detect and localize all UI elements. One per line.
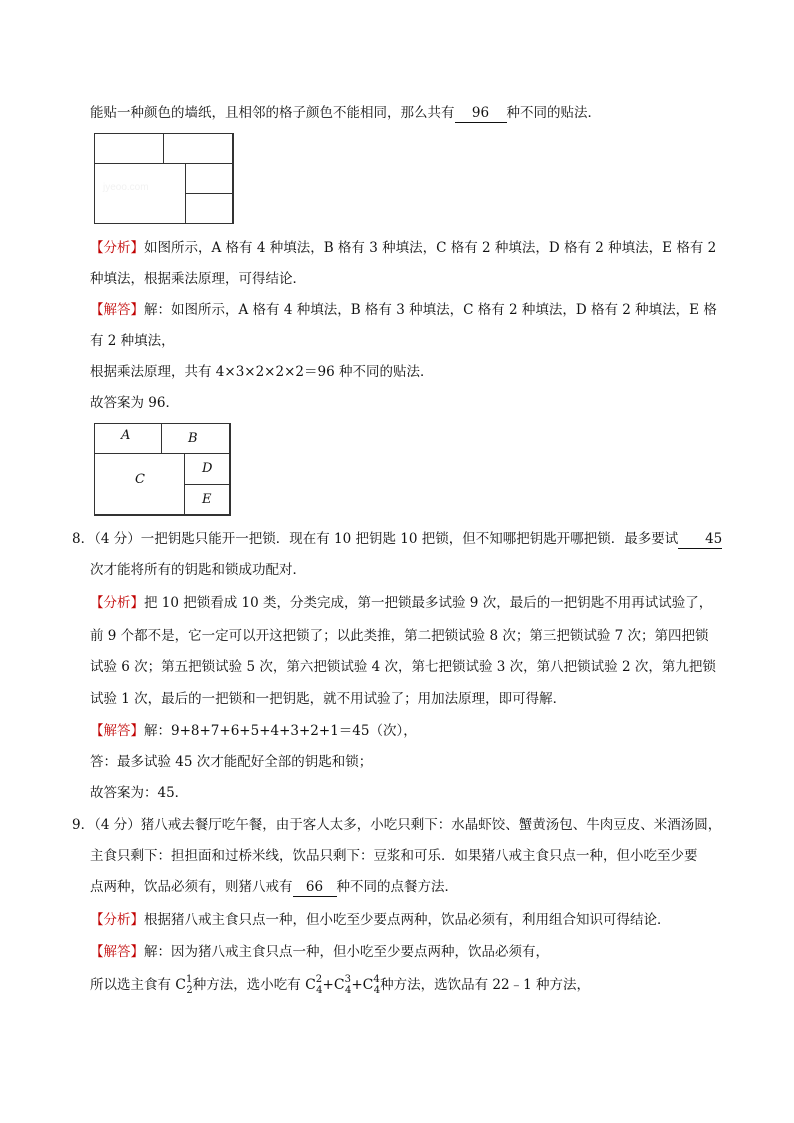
- labeled-cell-b: [161, 423, 231, 454]
- sup: 3: [344, 974, 351, 985]
- c-letter: C: [305, 977, 316, 993]
- plus-sign: +: [322, 977, 334, 993]
- q7-labeled-grid-figure: [94, 423, 230, 515]
- q8-analysis-4: 试验 1 次，最后的一把锁和一把钥匙，就不用试验了；用加法原理，即可得解．: [90, 691, 567, 707]
- labeled-cell-a: [94, 423, 162, 454]
- c-letter: C: [362, 977, 374, 993]
- c-letter: C: [333, 977, 345, 993]
- labeled-cell-e: [184, 484, 231, 516]
- q8-stem-2: 次才能将所有的钥匙和锁成功配对．: [90, 562, 306, 578]
- label-a: A: [121, 428, 131, 443]
- q9-analysis-1: 根据猪八戒主食只点一种，但小吃至少要点两种，饮品必须有，利用组合知识可得结论．: [144, 912, 671, 928]
- label-d: D: [202, 461, 213, 476]
- q9-solution-line-2: [90, 976, 590, 996]
- grid-cell-a: [94, 133, 164, 164]
- q8-stem-line-2: [90, 561, 306, 579]
- q9-solution-2c: 种方法，选饮品有 22﹣1 种方法，: [380, 977, 590, 993]
- q7-answer: 96: [455, 104, 507, 123]
- q9-stem-line-3: [90, 878, 458, 897]
- analysis-tag: 【分析】: [90, 595, 144, 611]
- q7-analysis-line-2: [90, 270, 306, 288]
- combination-c-4-2: [305, 976, 322, 996]
- q9-stem-line-1: [72, 816, 721, 834]
- c-letter: C: [175, 977, 187, 993]
- q8-stem-1: 一把钥匙只能开一把锁．现在有 10 把钥匙 10 把锁，但不知哪把钥匙开哪把锁．最多要试: [140, 531, 679, 547]
- q8-points: （4 分）: [94, 531, 141, 547]
- q7-solution-4: 故答案为 96．: [90, 395, 179, 411]
- q9-points: （4 分）: [94, 817, 141, 833]
- q8-analysis-line-1: [90, 594, 712, 612]
- q9-analysis-line-1: [90, 911, 671, 929]
- q8-solution-line-2: [90, 753, 372, 771]
- q7-stem-text: 能贴一种颜色的墙纸，且相邻的格子颜色不能相同，那么共有: [90, 105, 455, 121]
- q7-grid-figure: [94, 133, 233, 224]
- label-e: E: [202, 492, 212, 507]
- q9-stem-2: 主食只剩下：担担面和过桥米线，饮品只剩下：豆浆和可乐．如果猪八戒主食只点一种，但小吃至少要: [90, 848, 698, 864]
- q8-analysis-line-4: [90, 690, 566, 708]
- q8-number: 8．: [72, 531, 95, 547]
- q7-analysis-1: 如图所示，A 格有 4 种填法，B 格有 3 种填法，C 格有 2 种填法，D 格有 2 种填法，E 格有 2: [144, 240, 717, 256]
- q8-analysis-2: 前 9 个都不是，它一定可以开这把锁了；以此类推，第二把锁试验 8 次；第三把锁试验 7 次；第四把锁: [90, 628, 709, 644]
- grid-cell-d: [185, 163, 234, 194]
- analysis-tag: 【分析】: [90, 912, 144, 928]
- sub: 4: [344, 985, 352, 996]
- q8-analysis-line-3: [90, 658, 716, 676]
- solution-tag: 【解答】: [90, 944, 144, 960]
- q9-stem-line-2: [90, 847, 698, 865]
- q8-analysis-3: 试验 6 次；第五把锁试验 5 次，第六把锁试验 4 次，第七把锁试验 3 次，第八把锁试验 2 次，第九把锁: [90, 659, 716, 675]
- watermark: jyeoo.com: [103, 182, 149, 193]
- label-c: C: [135, 472, 145, 487]
- grid-cell-c: [94, 163, 186, 224]
- q7-solution-2: 有 2 种填法，: [90, 333, 175, 349]
- q8-analysis-line-2: [90, 627, 709, 645]
- labeled-cell-d: [184, 453, 231, 485]
- labeled-cell-c: [94, 453, 185, 516]
- q9-stem-3-end: 种不同的点餐方法．: [336, 879, 458, 895]
- q7-solution-line-3: [90, 363, 433, 381]
- q9-answer: 66: [293, 878, 337, 897]
- q7-solution-line-4: [90, 394, 179, 412]
- grid-cell-b: [163, 133, 234, 164]
- analysis-tag: 【分析】: [90, 240, 144, 256]
- q7-analysis-line-1: [90, 239, 716, 257]
- q8-stem-line-1: [72, 530, 722, 549]
- sub: 2: [186, 985, 193, 996]
- q9-solution-2b: 种方法，选小吃有: [192, 977, 301, 993]
- solution-tag: 【解答】: [90, 723, 144, 739]
- plus-sign: +: [351, 977, 363, 993]
- sub: 4: [316, 985, 323, 996]
- q8-solution-2: 答：最多试验 45 次才能配好全部的钥匙和锁；: [90, 754, 373, 770]
- sub: 4: [373, 985, 381, 996]
- label-b: B: [188, 431, 198, 446]
- q7-stem-end: 种不同的贴法．: [506, 105, 601, 121]
- combination-c-2-1: [175, 976, 192, 996]
- q9-stem-1: 猪八戒去餐厅吃午餐，由于客人太多，小吃只剩下：水晶虾饺、蟹黄汤包、牛肉豆皮、米酒汤圆，: [140, 817, 722, 833]
- combination-c-4-3: [334, 976, 351, 996]
- q7-solution-3: 根据乘法原理，共有 4×3×2×2×2＝96 种不同的贴法．: [90, 364, 434, 380]
- q7-solution-line-1: [90, 301, 717, 319]
- q9-solution-2a: 所以选主食有: [90, 977, 171, 993]
- q9-solution-line-1: [90, 943, 549, 961]
- q8-solution-line-3: [90, 784, 188, 802]
- q7-analysis-2: 种填法，根据乘法原理，可得结论．: [90, 271, 306, 287]
- sup: 2: [315, 974, 323, 985]
- q8-solution-1: 解：9+8+7+6+5+4+3+2+1＝45（次），: [144, 723, 417, 739]
- sup: 1: [186, 974, 193, 985]
- q9-stem-3: 点两种，饮品必须有，则猪八戒有: [90, 879, 293, 895]
- q7-solution-1: 解：如图所示，A 格有 4 种填法，B 格有 3 种填法，C 格有 2 种填法，D 格有 2 种填法，E 格: [144, 302, 717, 318]
- q8-solution-3: 故答案为：45．: [90, 785, 189, 801]
- q8-analysis-1: 把 10 把锁看成 10 类，分类完成，第一把锁最多试验 9 次，最后的一把钥匙不用再试试验了，: [144, 595, 713, 611]
- q8-answer: 45: [678, 530, 722, 549]
- q9-solution-1: 解：因为猪八戒主食只点一种，但小吃至少要点两种，饮品必须有，: [144, 944, 549, 960]
- grid-cell-e: [185, 193, 234, 224]
- q7-stem: [90, 104, 601, 123]
- q7-solution-line-2: [90, 332, 175, 350]
- q8-solution-line-1: [90, 722, 417, 740]
- q9-number: 9．: [72, 817, 95, 833]
- combination-c-4-4: [363, 976, 380, 996]
- solution-tag: 【解答】: [90, 302, 144, 318]
- sup: 4: [373, 974, 380, 985]
